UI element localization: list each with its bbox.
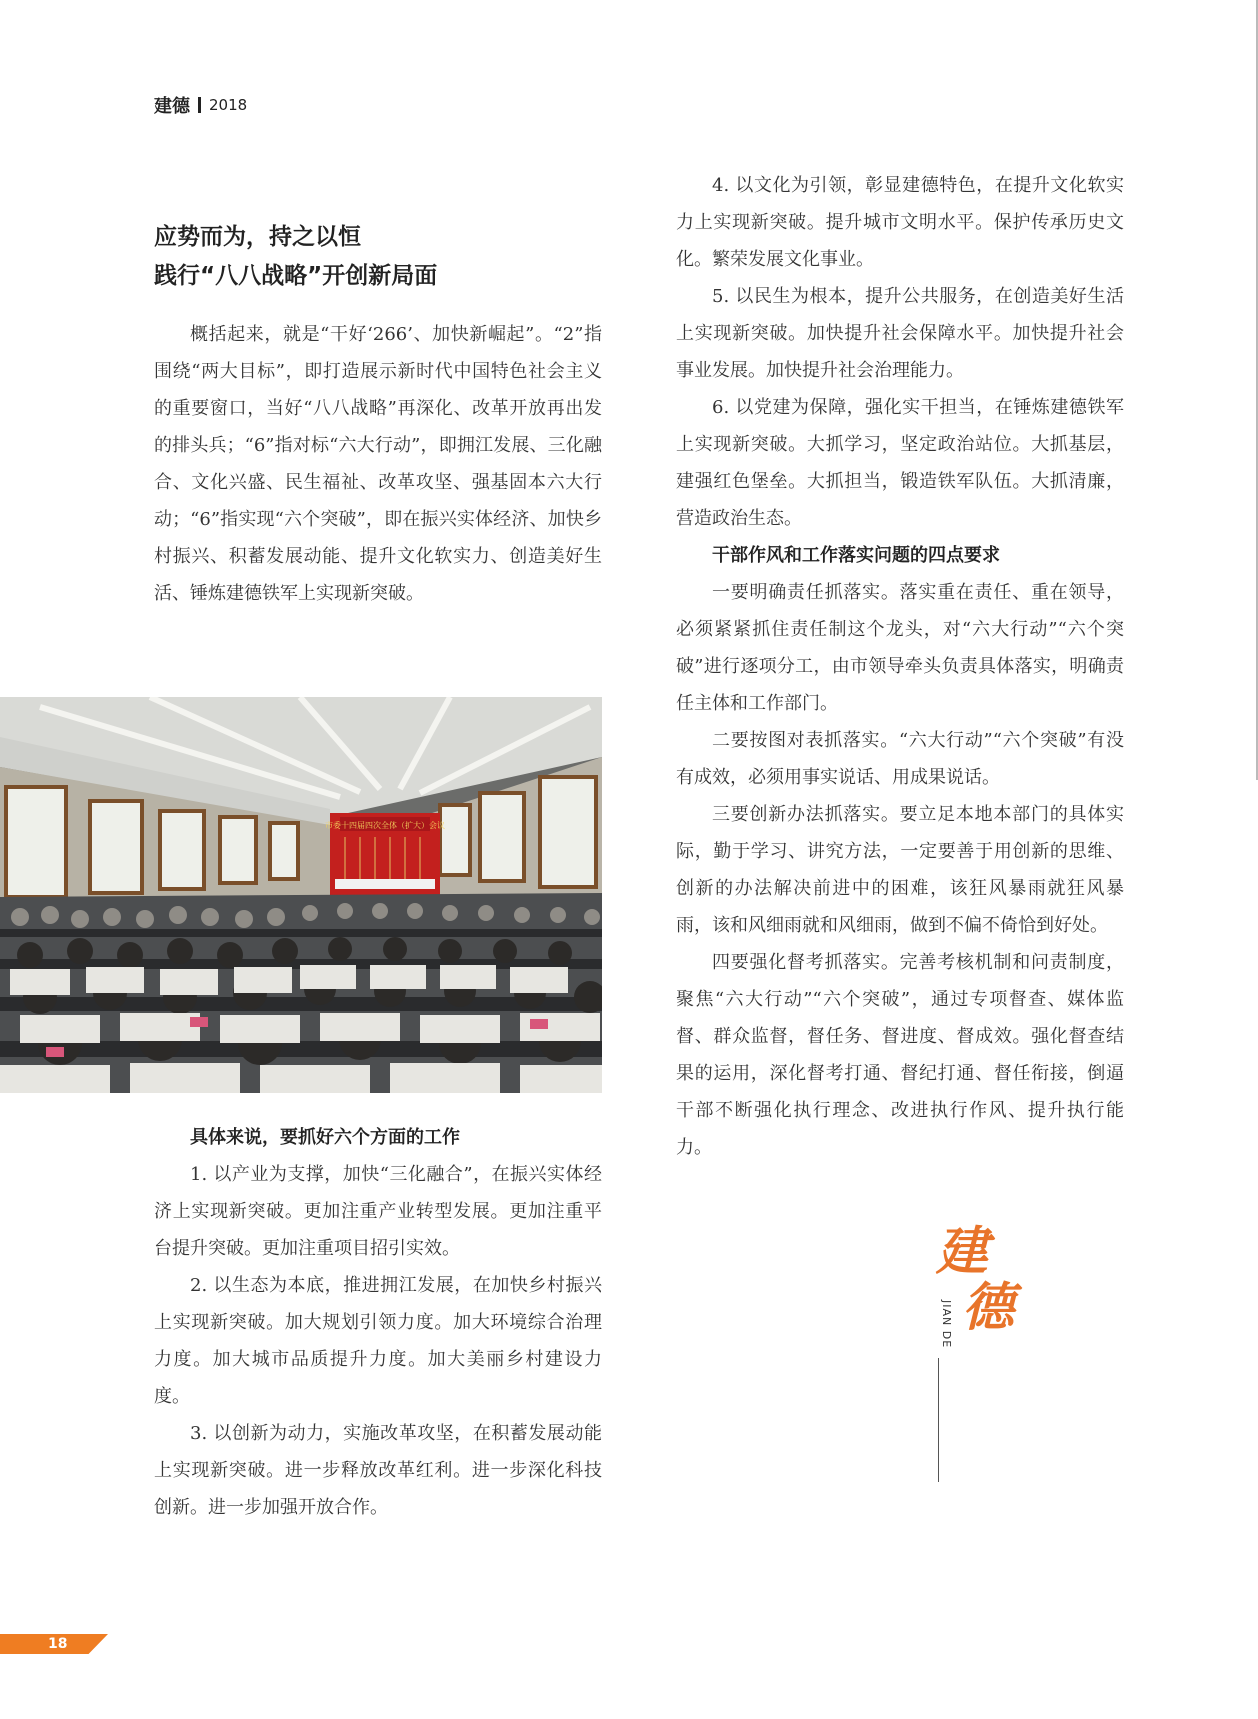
logo-char-jian: 建 (936, 1221, 989, 1282)
jiande-logo (932, 1220, 1022, 1480)
intro-paragraph: 概括起来，就是“干好‘266’、加快新崛起”。“2”指围绕“两大目标”，即打造展示新时代中国特色社会主义的重要窗口，当好“八八战略”再深化、改革开放再出发的排头兵；“6”指对标“六大行动”，即拥江发展、三化融合、文化兴盛、民生福祉、改革攻坚、强基固本六大行动；“6”指实现“六个突破”，即在振兴实体经济、加快乡村振兴、积蓄发展动能、提升文化软实力、创造美好生活、锤炼建德铁军上实现新突破。 (154, 324, 602, 604)
list-item: 6. 以党建为保障，强化实干担当，在锤炼建德铁军上实现新突破。大抓学习，坚定政治站位。大抓基层，建强红色堡垒。大抓担当，锻造铁军队伍。大抓清廉，营造政治生态。 (676, 397, 1124, 529)
title-line-1: 应势而为，持之以恒 (154, 224, 361, 250)
title-line-2: 践行“八八战略”开创新局面 (154, 263, 438, 289)
meeting-photo (0, 697, 602, 1093)
logo-char-de: 德 (962, 1277, 1015, 1338)
list-item: 3. 以创新为动力，实施改革攻坚，在积蓄发展动能上实现新突破。进一步释放改革红利。进一步深化科技创新。进一步加强开放合作。 (154, 1423, 602, 1518)
list-item: 四要强化督考抓落实。完善考核机制和问责制度，聚焦“六大行动”“六个突破”，通过专项督查、媒体监督、群众监督，督任务、督进度、督成效。强化督查结果的运用，深化督考打通、督纪打通、督任衔接，倒逼干部不断强化执行理念、改进执行作风、提升执行能力。 (676, 952, 1124, 1158)
list-item: 三要创新办法抓落实。要立足本地本部门的具体实际，勤于学习、讲究方法，一定要善于用创新的思维、创新的办法解决前进中的困难，该狂风暴雨就狂风暴雨，该和风细雨就和风细雨，做到不偏不倚恰到好处。 (676, 804, 1124, 936)
stage-banner: 市委十四届四次全体（扩大）会议 (325, 821, 445, 830)
list-item: 2. 以生态为本底，推进拥江发展，在加快乡村振兴上实现新突破。加大规划引领力度。加大环境综合治理力度。加大城市品质提升力度。加大美丽乡村建设力度。 (154, 1275, 602, 1407)
list-item: 二要按图对表抓落实。“六大行动”“六个突破”有没有成效，必须用事实说话、用成果说话。 (676, 730, 1124, 788)
logo-rule (938, 1358, 939, 1482)
header-brand: 建德 (154, 96, 190, 117)
intro-block (154, 316, 602, 612)
section-six-aspects (154, 1119, 602, 1526)
section-heading: 具体来说，要抓好六个方面的工作 (190, 1127, 460, 1148)
header-year: 2018 (209, 96, 248, 114)
list-item: 1. 以产业为支撑，加快“三化融合”，在振兴实体经济上实现新突破。更加注重产业转型发展。更加注重平台提升突破。更加注重项目招引实效。 (154, 1164, 602, 1259)
list-item: 5. 以民生为根本，提升公共服务，在创造美好生活上实现新突破。加快提升社会保障水平。加快提升社会事业发展。加快提升社会治理能力。 (676, 286, 1124, 381)
page-number: 18 (48, 1636, 68, 1652)
logo-pinyin: JIAN DE (940, 1300, 953, 1349)
meeting-photo-illustration (0, 697, 602, 1093)
list-item: 4. 以文化为引领，彰显建德特色，在提升文化软实力上实现新突破。提升城市文明水平。保护传承历史文化。繁荣发展文化事业。 (676, 175, 1124, 270)
running-header (154, 92, 247, 118)
header-divider (198, 97, 201, 113)
list-item: 一要明确责任抓落实。落实重在责任、重在领导，必须紧紧抓住责任制这个龙头，对“六大行动”“六个突破”进行逐项分工，由市领导牵头负责具体落实，明确责任主体和工作部门。 (676, 582, 1124, 714)
right-column (676, 167, 1124, 1166)
article-title (154, 218, 604, 296)
section-heading: 干部作风和工作落实问题的四点要求 (712, 545, 1000, 566)
